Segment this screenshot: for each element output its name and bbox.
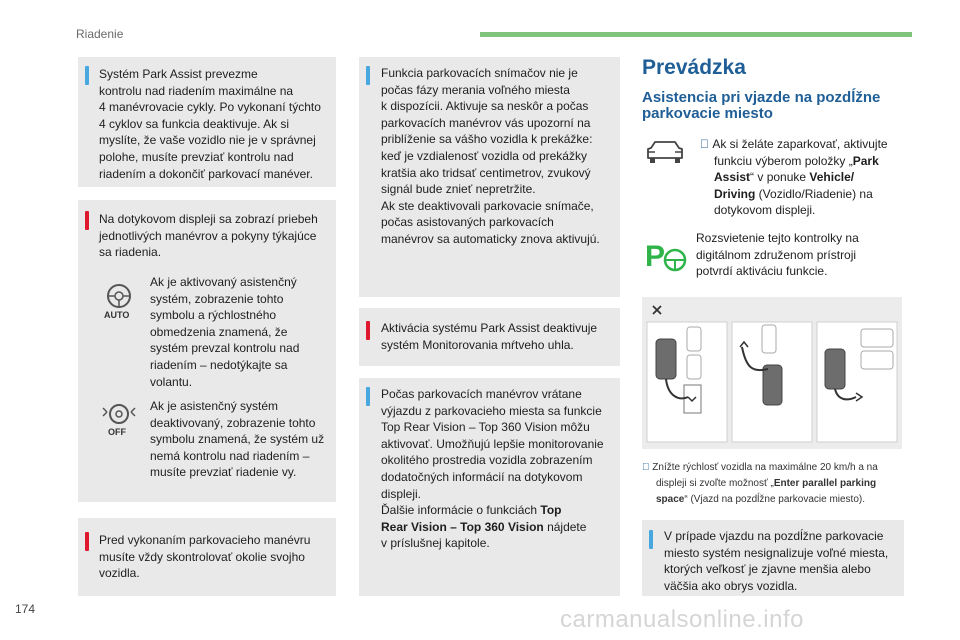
warning-marker [85,211,89,230]
col2-box2-text: Aktivácia systému Park Assist deaktivuje systém Monitorovania mŕtveho uhla. [381,321,598,352]
auto-icon-label: AUTO [104,310,130,320]
steering-auto-icon [101,282,151,327]
page-number: 174 [15,602,36,616]
section-heading: Prevádzka [642,56,746,79]
parallel-parking-diagram [642,297,902,449]
steering-off-icon [101,402,151,441]
col1-warning-box-2 [78,518,336,596]
auto-description: Ak je aktivovaný asistenčný systém, zobrazenie tohto symbolu a rýchlostného obmedzenia znamená, že systém prevzal kontrolu nad riadením – nedotýkajte sa volantu. [150,275,300,389]
watermark: carmanualsonline.info [560,606,804,633]
warning-marker [366,321,370,340]
section-title: Riadenie [76,27,124,41]
col2-warning-box [359,308,620,366]
info-marker [85,66,89,85]
info-marker [366,66,370,85]
off-icon-label: OFF [108,427,126,437]
warning-marker [85,532,89,551]
col2-info-box-2 [359,378,620,596]
subsection-heading: Asistencia pri vjazde na pozdĺžne parkovacie miesto [642,89,881,122]
col2-box1-text: Funkcia parkovacích snímačov nie je počas fázy merania voľného miesta k dispozícii. Aktivuje sa neskôr a počas parkovacích manévrov vás upozorní na priblíženie sa vášho vozidla k prekážke: keď je vzdialenosť vozidla od prekážky kratšia ako tridsať centimetrov, zvukový signál bude znieť nepretržite. Ak ste deaktivovali parkovacie snímače, počas asistovaných parkovacích manévrov sa automaticky znova aktivujú. [381,66,600,246]
col2-info-box [359,57,620,297]
col1-box1-text: Systém Park Assist prevezme kontrolu nad riadením maximálne na 4 manévrovacie cykly. Po vykonaní týchto 4 cyklov sa funkcia deaktivuje. Ak si myslíte, že vaše vozidlo nie je v správnej polohe, musíte prevziať kontrolu nad riadením a dokončiť parkovací manéver. [99,67,321,181]
lamp-description: Rozsvietenie tejto kontrolky na digitálnom združenom prístroji potvrdí aktiváciu funkcie. [696,231,859,279]
svg-text:P: P [645,240,666,273]
info-marker [649,530,653,549]
off-description: Ak je asistenčný systém deaktivovaný, zobrazenie tohto symbolu znamená, že systém už nemá kontrolu nad riadením – musíte prevziať riadenie vy. [150,399,325,480]
col2-box3-text: Počas parkovacích manévrov vrátane výjazdu z parkovacieho miesta sa funkcie Top Rear Vision – Top 360 Vision môžu aktivovať. Umožňujú lepšie monitorovanie okolitého prostredia vozidla zobrazením dodatočných informácií na dotykovom displeji. Ďalšie informácie o funkciách Top Rear Vision – Top 360 Vision nájdete v príslušnej kapitole. [381,387,604,551]
col3-info-text: V prípade vjazdu na pozdĺžne parkovacie miesto systém nesignalizuje voľné miesta, ktorých veľkosť je zjavne menšia alebo väčšia ako obrys vozidla. [664,529,889,593]
col1-warning-box [78,200,336,502]
info-marker [366,387,370,406]
col1-box3-text: Pred vykonaním parkovacieho manévru musíte vždy skontrolovať okolie svojho vozidla. [99,533,311,581]
car-outline-icon [645,140,685,166]
step2-text: Znížte rýchlosť vozidla na maximálne 20 km/h a na displeji si zvoľte možnosť „Enter parallel parking space“ (Vjazd na pozdĺžne parkovacie miesto). [642,462,877,505]
col3-info-box [642,520,904,596]
col1-box2-intro: Na dotykovom displeji sa zobrazí priebeh jednotlivých manévrov a pokyny týkajúce sa riadenia. [99,212,318,260]
step1-text: Ak si želáte zaparkovať, aktivujte funkciu výberom položky „Park Assist“ v ponuke Vehicle/ Driving (Vozidlo/Riadenie) na dotykovom displeji. [700,137,879,218]
park-assist-lamp-icon [645,236,689,276]
section-accent-bar [480,32,912,37]
col1-info-box [78,57,336,187]
close-icon [653,306,661,314]
